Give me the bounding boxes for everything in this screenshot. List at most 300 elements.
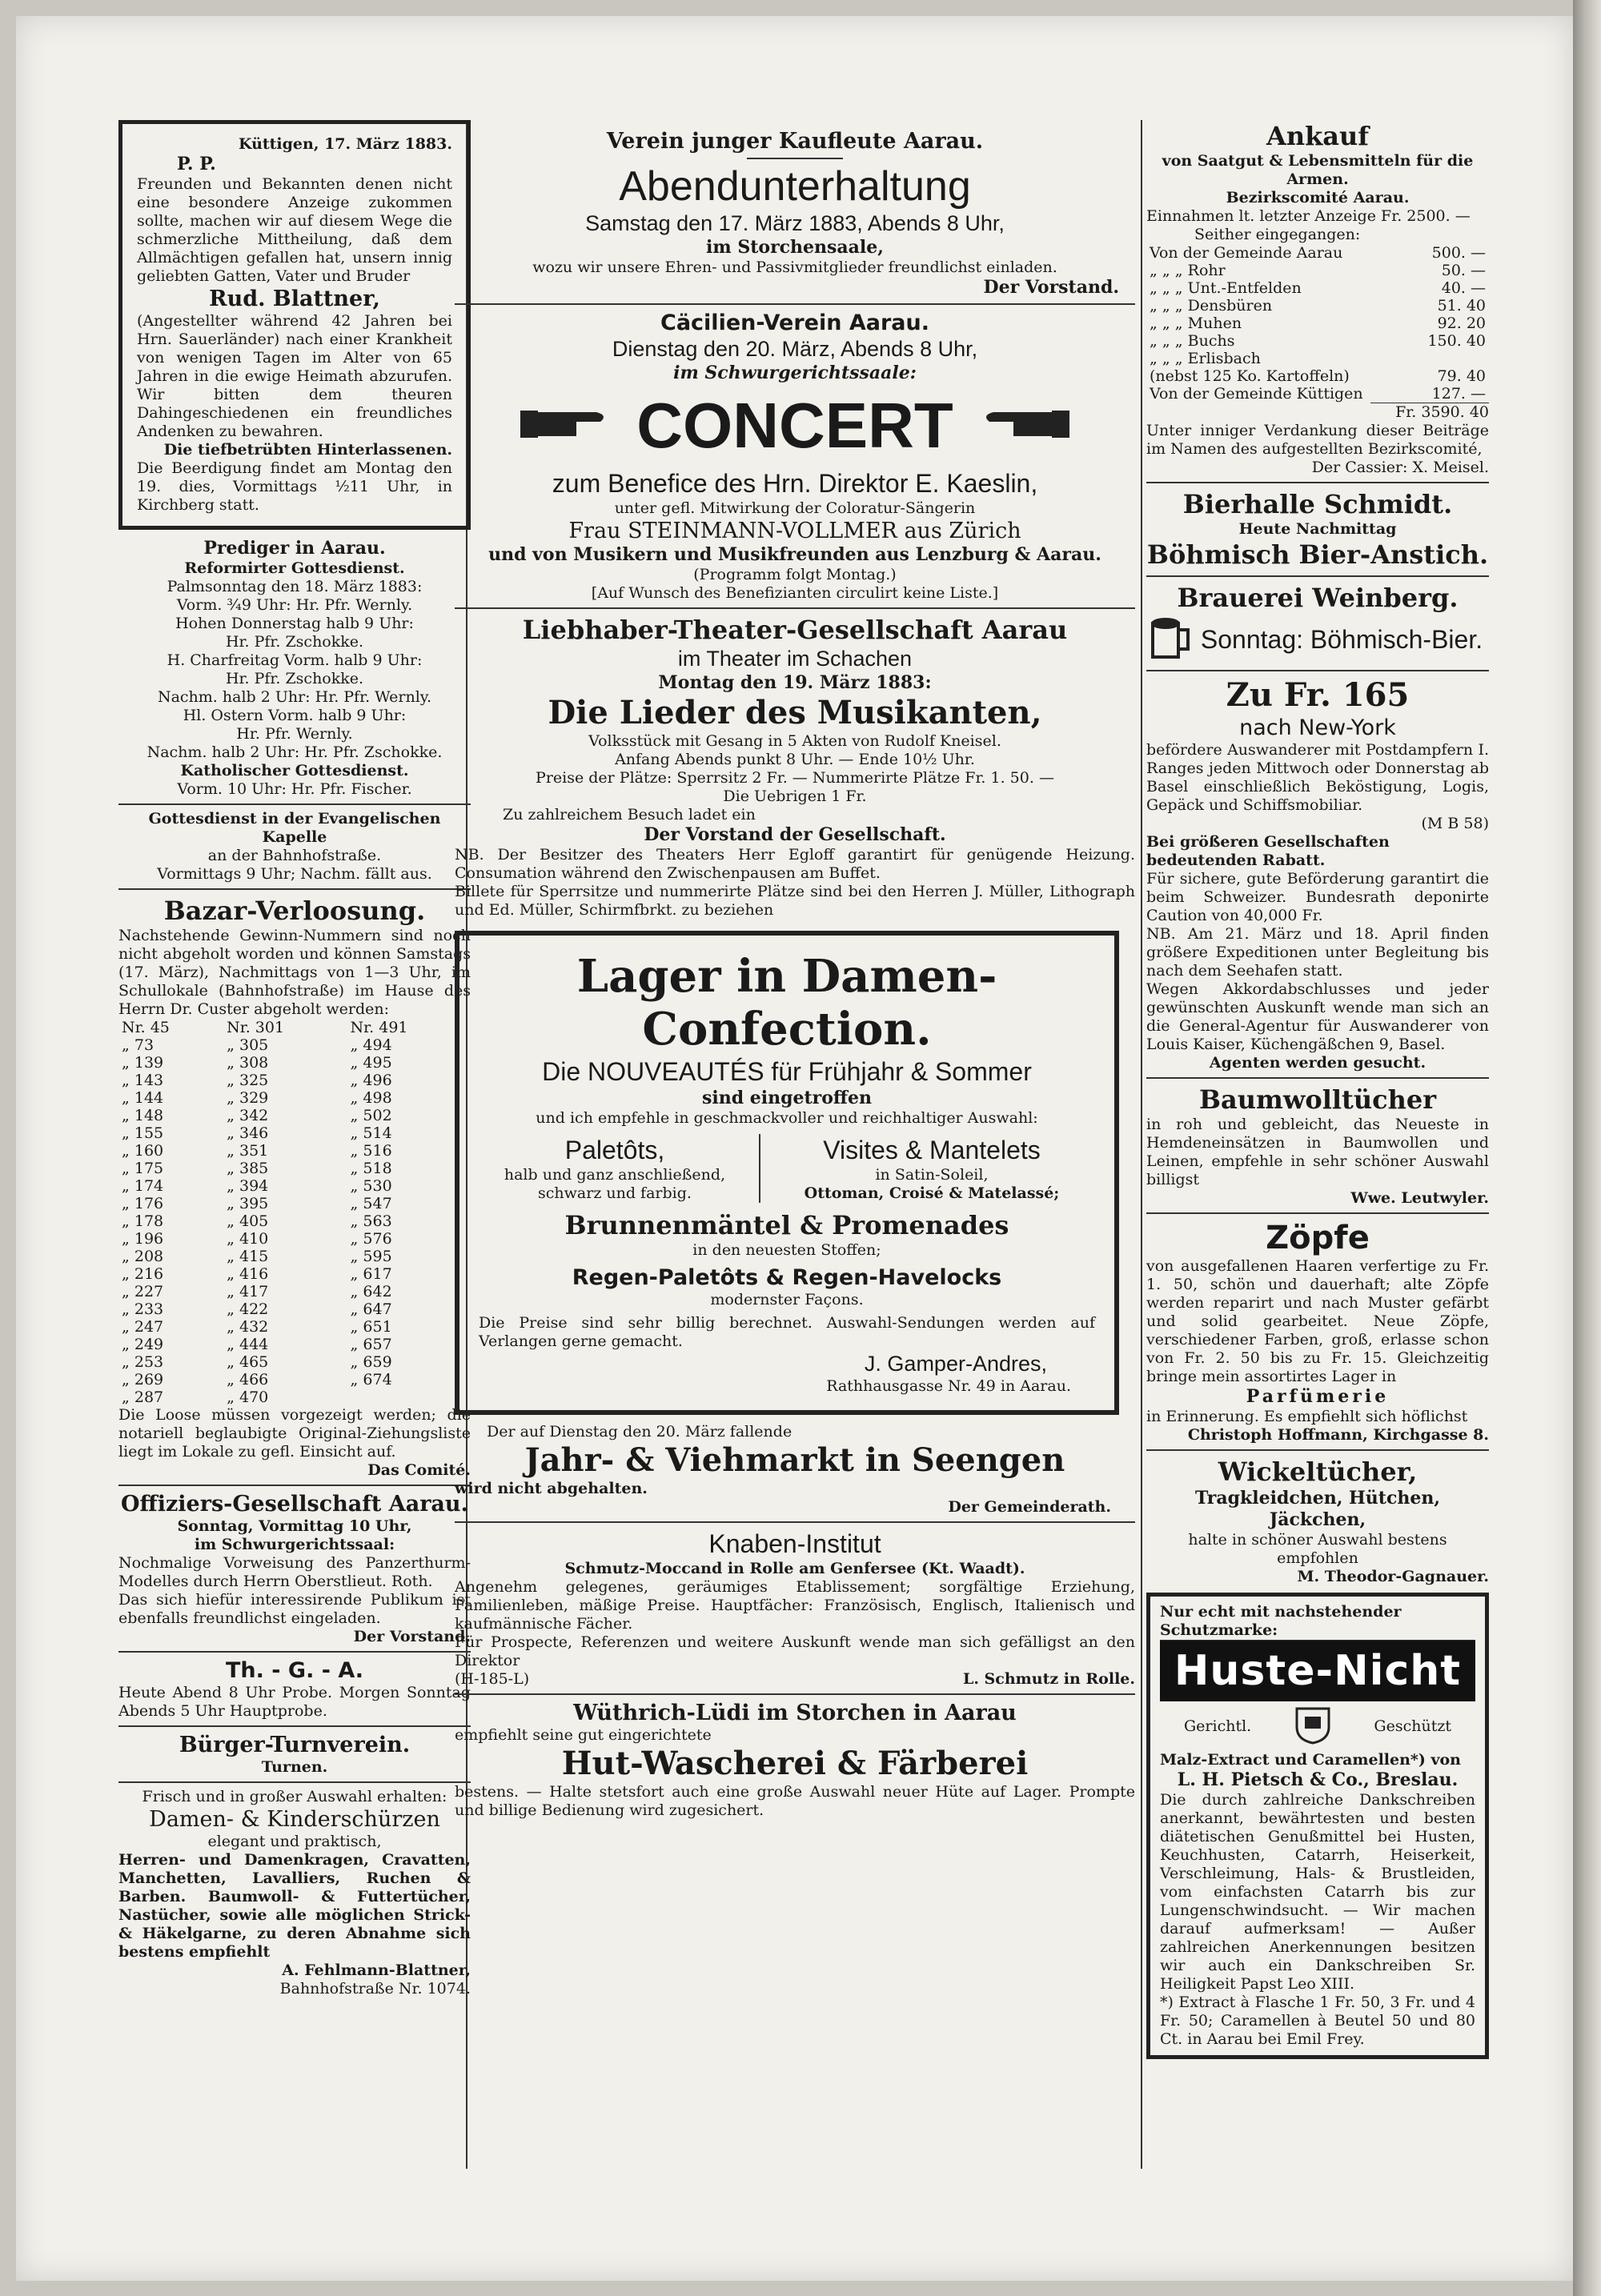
- table-cell: „ 247: [122, 1318, 164, 1336]
- table-cell: „ 651: [350, 1318, 392, 1336]
- bierhalle-ad: [1146, 488, 1489, 571]
- cotton-ad: [1146, 1084, 1489, 1208]
- chapel-time: Vormittags 9 Uhr; Nachm. fällt aus.: [157, 865, 432, 883]
- signature: Der Vorstand.: [983, 277, 1119, 298]
- pp: P. P.: [177, 154, 216, 174]
- table-cell: „ 196: [122, 1230, 164, 1248]
- title: Zu Fr. 165: [1226, 676, 1410, 714]
- divider: [455, 1521, 1135, 1523]
- text: halte in schöner Auswahl bestens empfohlen: [1188, 1531, 1447, 1567]
- table-cell: 127. —: [1431, 385, 1486, 403]
- table-cell: „ 175: [122, 1160, 164, 1177]
- tm-left: Gerichtl.: [1184, 1717, 1252, 1735]
- offer-text: Ottoman, Croisé & Matelassé;: [804, 1184, 1060, 1202]
- table-row: [118, 1318, 471, 1336]
- confection-ad: [455, 931, 1119, 1415]
- program: (Programm folgt Montag.): [693, 566, 897, 583]
- table-cell: Nr. 301: [227, 1019, 285, 1036]
- table-cell: „ 144: [122, 1089, 164, 1107]
- table-row: [118, 1177, 471, 1195]
- table-cell: „ 287: [122, 1388, 164, 1406]
- table-row: [118, 1054, 471, 1072]
- table-cell: [1411, 350, 1489, 367]
- verein-ad: [455, 128, 1135, 299]
- table-cell: „ 249: [122, 1336, 164, 1353]
- table-cell: „ „ „ Buchs: [1150, 332, 1235, 350]
- text: Heute Abend 8 Uhr Probe. Morgen Sonntag Abends 5 Uhr Hauptprobe.: [118, 1684, 471, 1720]
- table-row: [118, 1336, 471, 1353]
- notice-text: Freunden und Bekannten denen nicht eine besondere Anzeige zukommen sollte, machen wir auf diesem Wege die schmerzliche Mittheilung, daß dem Allmächtigen gefallen hat, unsern innig geliebten Gatten, Vater und Bruder: [137, 175, 452, 285]
- text-3: Wegen Akkordabschlusses und jeder gewünschten Auskunft wende man sich an die General-Agentur für Auswanderer von Louis Kaiser, Küchengäßchen 9, Basel.: [1146, 980, 1489, 1053]
- table-row: [1146, 315, 1489, 332]
- right-column: [1146, 120, 1489, 2059]
- text-2: Für sichere, gute Beförderung garantirt die beim Schweizer. Bundesrath deponirte Caution von 40,000 Fr.: [1146, 870, 1489, 924]
- subtitle: Katholischer Gottesdienst.: [180, 762, 409, 779]
- subtitle: Reformirter Gottesdienst.: [184, 559, 405, 577]
- divider: [118, 1651, 471, 1653]
- table-row: [118, 1265, 471, 1283]
- table-row: [118, 1248, 471, 1265]
- table-cell: „ 405: [227, 1212, 269, 1230]
- row: [1146, 614, 1489, 665]
- table-cell: „ 494: [350, 1036, 392, 1054]
- table-cell: „ 178: [122, 1212, 164, 1230]
- text: Malz-Extract und Caramellen*) von: [1160, 1751, 1461, 1769]
- table-row: [1146, 297, 1489, 315]
- nb: NB. Der Besitzer des Theaters Herr Egloff garantirt für genügende Heizung. Consumation während den Zwischenpausen am Buffet.: [455, 846, 1135, 882]
- hat-ad: [455, 1700, 1135, 1820]
- note: [Auf Wunsch des Benefizianten circulirt keine Liste.]: [591, 584, 999, 602]
- table-row: [118, 1388, 471, 1406]
- date: Montag den 19. März 1883:: [658, 672, 932, 693]
- offer-title: Visites & Mantelets: [823, 1136, 1041, 1164]
- intro: Frisch und in großer Auswahl erhalten:: [142, 1788, 447, 1805]
- theater-ad: [455, 614, 1135, 920]
- text: Nachstehende Gewinn-Nummern sind noch nicht abgeholt worden und können Samstags (17. März), Nachmittags von 1—3 Uhr, im Schullokale (Bahnhofstraße) im Hause des Herrn Dr. Custer abgeholt werden:: [118, 927, 471, 1018]
- turn-notice: [118, 1732, 471, 1777]
- divider: [1146, 482, 1489, 483]
- table-cell: „ 416: [227, 1265, 269, 1283]
- table-cell: „ 216: [122, 1265, 164, 1283]
- title: Lager in Damen-Confection.: [576, 950, 997, 1056]
- with: unter gefl. Mitwirkung der Coloratur-Sängerin: [614, 499, 976, 517]
- offer-text: in Satin-Soleil,: [875, 1166, 989, 1184]
- table-cell: „ 422: [227, 1300, 269, 1318]
- text-2: in Erinnerung. Es empfiehlt sich höflichst: [1146, 1408, 1468, 1425]
- line: Hr. Pfr. Zschokke.: [225, 633, 364, 651]
- table-row: [118, 1371, 471, 1388]
- intro: und ich empfehle in geschmackvoller und reichhaltiger Auswahl:: [536, 1109, 1038, 1127]
- table-cell: „ 595: [350, 1248, 392, 1265]
- headline: CONCERT: [636, 390, 953, 461]
- prices-2: Die Uebrigen 1 Fr.: [723, 787, 867, 805]
- table-cell: „ 394: [227, 1177, 269, 1195]
- divider: [1146, 1077, 1489, 1079]
- table-cell: „ 674: [350, 1371, 392, 1388]
- line: H. Charfreitag Vorm. halb 9 Uhr:: [167, 651, 423, 669]
- line: Seither eingegangen:: [1194, 226, 1361, 243]
- aprons-ad: [118, 1788, 471, 1998]
- funeral-text: Die Beerdigung findet am Montag den 19. dies, Vormittags ½11 Uhr, in Kirchberg statt.: [137, 459, 452, 514]
- line: Palmsonntag den 18. März 1883:: [167, 578, 423, 595]
- table-cell: „ 415: [227, 1248, 269, 1265]
- invite: Zu zahlreichem Besuch ladet ein: [503, 806, 756, 823]
- number-table: [118, 1019, 471, 1406]
- table-cell: Nr. 491: [350, 1019, 408, 1036]
- table-row: [118, 1107, 471, 1124]
- table-cell: „ 346: [227, 1124, 269, 1142]
- table-row: [118, 1089, 471, 1107]
- footnote: *) Extract à Flasche 1 Fr. 50, 3 Fr. und 4 Fr. 50; Caramellen à Beutel 50 und 80 Ct. in Aarau bei Emil Frey.: [1160, 1993, 1475, 2048]
- table-cell: 51. 40: [1437, 297, 1486, 315]
- table-row: [118, 1072, 471, 1089]
- market-notice: [455, 1423, 1135, 1517]
- headline-row: [455, 391, 1135, 461]
- line: Hr. Pfr. Zschokke.: [225, 670, 364, 687]
- divider: [747, 158, 843, 159]
- table-cell: 500. —: [1431, 244, 1486, 262]
- headline: Hut-Wascherei & Färberei: [561, 1745, 1029, 1782]
- signature: Der Gemeinderath.: [948, 1498, 1111, 1516]
- table-cell: Nr. 45: [122, 1019, 170, 1036]
- table-cell: „ 659: [350, 1353, 392, 1371]
- death-notice: [118, 120, 471, 530]
- time: Anfang Abends punkt 8 Uhr. — Ende 10½ Uhr.: [615, 751, 975, 768]
- deceased-name: Rud. Blattner,: [209, 286, 380, 311]
- table-cell: „ 518: [350, 1160, 392, 1177]
- table-cell: [347, 1388, 471, 1406]
- title: Zöpfe: [1266, 1220, 1370, 1256]
- address: Rathhausgasse Nr. 49 in Aarau.: [826, 1377, 1071, 1395]
- musicians: und von Musikern und Musikfreunden aus Lenzburg & Aarau.: [488, 544, 1101, 565]
- middle-column: [455, 120, 1135, 1820]
- text: Herren- und Damenkragen, Cravatten, Manchetten, Lavalliers, Ruchen & Barben. Baumwoll- & Futtertücher, Nastücher, sowie alle möglichen Strick- & Häkelgarne, zu deren Abnahme sich bestens empfiehlt: [118, 1851, 471, 1961]
- table-cell: „ 617: [350, 1265, 392, 1283]
- title: Baumwolltücher: [1198, 1084, 1437, 1115]
- table-row: [118, 1353, 471, 1371]
- table-cell: „ „ „ Unt.-Entfelden: [1150, 279, 1302, 297]
- braids-ad: [1146, 1219, 1489, 1445]
- line: Vorm. ¾9 Uhr: Hr. Pfr. Wernly.: [176, 596, 413, 614]
- table-cell: „ 269: [122, 1371, 164, 1388]
- signature: L. Schmutz in Rolle.: [962, 1670, 1135, 1688]
- table-cell: „ 642: [350, 1283, 392, 1300]
- offer-title: Regen-Paletôts & Regen-Havelocks: [572, 1265, 1002, 1290]
- total: Fr. 3590. 40: [1370, 403, 1489, 422]
- text: bestens. — Halte stetsfort auch eine große Auswahl neuer Hüte auf Lager. Prompte und billige Bedienung wird zugesichert.: [455, 1783, 1135, 1819]
- table-cell: „ 417: [227, 1283, 269, 1300]
- concert-ad: [455, 310, 1135, 603]
- date: Samstag den 17. März 1883, Abends 8 Uhr,: [585, 211, 1005, 235]
- offer-text: in den neuesten Stoffen;: [692, 1241, 881, 1259]
- text-2: Für Prospecte, Referenzen und weitere Auskunft wende man sich gefälligst an den Direktor: [455, 1633, 1135, 1669]
- donation-table: [1146, 244, 1489, 403]
- divider: [118, 888, 471, 890]
- signature: Die tiefbetrübten Hinterlassenen.: [163, 441, 452, 459]
- perfumery: Parfümerie: [1246, 1386, 1390, 1407]
- bazar-notice: [118, 895, 471, 1480]
- table-cell: „ 143: [122, 1072, 164, 1089]
- divider: [455, 607, 1135, 609]
- desc: Volksstück mit Gesang in 5 Akten von Rudolf Kneisel.: [588, 732, 1001, 750]
- label: Nur echt mit nachstehender Schutzmarke:: [1160, 1603, 1475, 1641]
- newyork-ad: [1146, 676, 1489, 1072]
- table-row: [118, 1142, 471, 1160]
- line: Hohen Donnerstag halb 9 Uhr:: [175, 615, 414, 632]
- column-rule: [1141, 120, 1142, 2169]
- line: Nachm. halb 2 Uhr: Hr. Pfr. Zschokke.: [146, 743, 443, 761]
- subtitle: Tragkleidchen, Hütchen, Jäckchen,: [1194, 1488, 1441, 1530]
- table-cell: Von der Gemeinde Küttigen: [1150, 385, 1363, 403]
- institute-ad: [455, 1528, 1135, 1689]
- line: Einnahmen lt. letzter Anzeige Fr. 2500. —: [1146, 207, 1471, 225]
- signature: Der Vorstand der Gesellschaft.: [644, 824, 946, 845]
- table-cell: „ 308: [227, 1054, 269, 1072]
- line: Hr. Pfr. Wernly.: [236, 725, 353, 743]
- table-cell: „ 329: [227, 1089, 269, 1107]
- title: Wickeltücher,: [1218, 1457, 1418, 1487]
- title: Brauerei Weinberg.: [1177, 583, 1459, 613]
- table-row: [1146, 279, 1489, 297]
- tga-notice: [118, 1657, 471, 1721]
- table-cell: „ 325: [227, 1072, 269, 1089]
- title: Cäcilien-Verein Aarau.: [660, 311, 929, 335]
- tm-right: Geschützt: [1374, 1717, 1451, 1735]
- post: wird nicht abgehalten.: [455, 1480, 648, 1497]
- signature: Wwe. Leutwyler.: [1350, 1189, 1489, 1207]
- title: Damen- & Kinderschürzen: [149, 1807, 440, 1832]
- table-row: [118, 1036, 471, 1054]
- offer-title: Brunnenmäntel & Promenades: [564, 1210, 1009, 1240]
- signature: M. Theodor-Gagnauer.: [1297, 1568, 1489, 1585]
- left-offer: [479, 1134, 760, 1203]
- place: im Schwurgerichtssaale:: [673, 363, 917, 383]
- subtitle: Heute Nachmittag: [1238, 520, 1397, 538]
- subtitle: elegant und praktisch,: [207, 1833, 382, 1850]
- headline: Böhmisch Bier-Anstich.: [1146, 539, 1489, 570]
- table-row: [1146, 385, 1489, 403]
- table-cell: „ 466: [227, 1371, 269, 1388]
- table-row: [118, 1019, 471, 1036]
- code: (H-185-L): [455, 1670, 530, 1688]
- table-cell: „ 73: [122, 1036, 154, 1054]
- table-cell: Von der Gemeinde Aarau: [1150, 244, 1343, 262]
- text: Das sich hiefür interessirende Publikum ist ebenfalls freundlichst eingeladen.: [118, 1591, 471, 1627]
- divider: [118, 803, 471, 805]
- bold-text: Bei größeren Gesellschaften bedeutenden Rabatt.: [1146, 833, 1390, 869]
- prices: Die Preise sind sehr billig berechnet. Auswahl-Sendungen werden auf Verlangen gerne gemacht.: [479, 1314, 1095, 1350]
- signature: J. Gamper-Andres,: [864, 1352, 1047, 1376]
- huste-ad: [1146, 1593, 1489, 2059]
- text: in roh und gebleicht, das Neueste in Hemdeneinsätzen in Baumwollen und Leinen, empfehle in sehr schöner Auswahl billigst: [1146, 1116, 1489, 1188]
- page-edge: [1573, 0, 1601, 2296]
- table-cell: „ 410: [227, 1230, 269, 1248]
- line: Vorm. 10 Uhr: Hr. Pfr. Fischer.: [177, 780, 412, 798]
- table-cell: (nebst 125 Ko. Kartoffeln): [1150, 367, 1350, 385]
- text: Angenehm gelegenes, geräumiges Etablissement; sorgfältige Erziehung, Familienleben, mäßige Preise. Hauptfächer: Französisch, Englisch, Italienisch und kaufmännische Fächer.: [455, 1578, 1135, 1633]
- signature: Der Cassier: X. Meisel.: [1311, 459, 1489, 476]
- title: Bazar-Verloosung.: [163, 896, 426, 926]
- table-row: [1146, 350, 1489, 367]
- right-offer: [760, 1134, 1095, 1203]
- table-cell: 50. —: [1441, 262, 1486, 279]
- table-cell: „ 233: [122, 1300, 164, 1318]
- line: im Schwurgerichtssaal:: [194, 1536, 395, 1553]
- table-row: [1146, 367, 1489, 385]
- invite: wozu wir unsere Ehren- und Passivmitglieder freundlichst einladen.: [532, 258, 1057, 276]
- table-cell: „ 470: [227, 1388, 269, 1406]
- prices: Preise der Plätze: Sperrsitz 2 Fr. — Nummerirte Plätze Fr. 1. 50. —: [536, 769, 1054, 787]
- table-cell: „ 495: [350, 1054, 392, 1072]
- table-cell: „ 530: [350, 1177, 392, 1195]
- event: Abendunterhaltung: [619, 163, 971, 210]
- table-cell: „ „ „ Rohr: [1150, 262, 1226, 279]
- line: Hl. Ostern Vorm. halb 9 Uhr:: [183, 707, 407, 724]
- table-row: [1146, 332, 1489, 350]
- ankauf-notice: [1146, 120, 1489, 477]
- benefit: zum Benefice des Hrn. Direktor E. Kaeslin,: [552, 469, 1038, 498]
- table-cell: „ 174: [122, 1177, 164, 1195]
- preachers-notice: [118, 538, 471, 884]
- title: Offiziers-Gesellschaft Aarau.: [121, 1492, 468, 1517]
- table-cell: „ 547: [350, 1195, 392, 1212]
- table-row: [1146, 244, 1489, 262]
- subtitle-2: sind eingetroffen: [702, 1088, 872, 1108]
- table-row: [118, 1283, 471, 1300]
- table-cell: „ 647: [350, 1300, 392, 1318]
- beer-mug-icon: [1146, 614, 1194, 665]
- table-cell: 92. 20: [1437, 315, 1486, 332]
- table-cell: 79. 40: [1437, 367, 1486, 385]
- coat-of-arms-icon: [1289, 1705, 1337, 1748]
- divider: [455, 1693, 1135, 1695]
- text: Sonntag: Böhmisch-Bier.: [1200, 625, 1483, 654]
- table-cell: „ 176: [122, 1195, 164, 1212]
- table-cell: „ 253: [122, 1353, 164, 1371]
- title: Verein junger Kaufleute Aarau.: [606, 129, 984, 154]
- code: (M B 58): [1421, 815, 1489, 832]
- table-cell: „ 160: [122, 1142, 164, 1160]
- chapel-place: an der Bahnhofstraße.: [207, 847, 382, 864]
- dateline: Küttigen, 17. März 1883.: [238, 135, 452, 153]
- table-cell: „ 444: [227, 1336, 269, 1353]
- divider: [1146, 670, 1489, 671]
- line: Nachm. halb 2 Uhr: Hr. Pfr. Wernly.: [157, 688, 432, 706]
- offer-title: Paletôts,: [564, 1136, 665, 1164]
- table-cell: 40. —: [1441, 279, 1486, 297]
- table-cell: „ „ „ Erlisbach: [1150, 350, 1261, 367]
- footer: [455, 1670, 1135, 1689]
- place: Schmutz-Moccand in Rolle am Genfersee (Kt. Waadt).: [564, 1560, 1025, 1577]
- table-cell: „ 342: [227, 1107, 269, 1124]
- address: Bahnhofstraße Nr. 1074.: [279, 1980, 471, 1997]
- thanks: Unter inniger Verdankung dieser Beiträge im Namen des aufgestellten Bezirkscomité,: [1146, 422, 1489, 458]
- divider: [1146, 1449, 1489, 1451]
- pre: Der auf Dienstag den 20. März fallende: [487, 1423, 792, 1441]
- text: Nochmalige Vorweisung des Panzerthurm-Modelles durch Herrn Oberstlieut. Roth.: [118, 1554, 471, 1590]
- table-cell: „ 563: [350, 1212, 392, 1230]
- title: Prediger in Aarau.: [203, 538, 386, 559]
- text: befördere Auswanderer mit Postdampfern I. Ranges jeden Mittwoch oder Donnerstag ab Basel einschließlich Beköstigung, Logis, Gepäck und Schiffsmobiliar.: [1146, 741, 1489, 814]
- title: Th. - G. - A.: [226, 1658, 363, 1683]
- table-row: [118, 1300, 471, 1318]
- subtitle: empfiehlt seine gut eingerichtete: [455, 1726, 712, 1744]
- text: von ausgefallenen Haaren verfertige zu Fr. 1. 50, schön und dauerhaft; alte Zöpfe werden reparirt und nach Muster gefärbt und solid gearbeitet. Neue Zöpfe, verschiedener Farben, groß, erlasse schon von Fr. 2. 50 bis zu Fr. 15. Gleichzeitig bringe mein assortirtes Lager in: [1146, 1257, 1489, 1385]
- singer: Frau STEINMANN-VOLLMER aus Zürich: [568, 519, 1021, 543]
- trademark: [1160, 1701, 1475, 1751]
- agents: Agenten werden gesucht.: [1209, 1054, 1426, 1072]
- wickel-ad: [1146, 1456, 1489, 1586]
- place: im Theater im Schachen: [677, 647, 913, 671]
- table-row: [1146, 262, 1489, 279]
- title: Jahr- & Viehmarkt in Seengen: [524, 1441, 1065, 1479]
- offer-row: [479, 1134, 1095, 1203]
- table-cell: „ 395: [227, 1195, 269, 1212]
- tickets: Billete für Sperrsitze und nummerirte Plätze sind bei den Herren J. Müller, Lithograph und Ed. Müller, Schirmfbrkt. zu beziehen: [455, 883, 1135, 919]
- table-cell: „ 385: [227, 1160, 269, 1177]
- table-cell: „ 148: [122, 1107, 164, 1124]
- table-cell: „ 516: [350, 1142, 392, 1160]
- table-row: [118, 1230, 471, 1248]
- table-cell: „ 514: [350, 1124, 392, 1142]
- org: Bezirkscomité Aarau.: [1226, 189, 1410, 206]
- pointing-hand-left-icon: [973, 404, 1069, 447]
- title: Liebhaber-Theater-Gesellschaft Aarau: [522, 615, 1068, 645]
- signature: Das Comité.: [367, 1461, 471, 1479]
- title: Bierhalle Schmidt.: [1182, 489, 1453, 519]
- pointing-hand-right-icon: [520, 404, 616, 447]
- table-cell: „ 502: [350, 1107, 392, 1124]
- divider: [1146, 1212, 1489, 1214]
- signature: Der Vorstand.: [353, 1628, 471, 1645]
- title: Wüthrich-Lüdi im Storchen in Aarau: [573, 1701, 1017, 1725]
- table-cell: „ 465: [227, 1353, 269, 1371]
- table-cell: „ 208: [122, 1248, 164, 1265]
- table-cell: „ „ „ Muhen: [1150, 315, 1242, 332]
- table-cell: „ 576: [350, 1230, 392, 1248]
- table-row: [118, 1212, 471, 1230]
- table-row: [118, 1124, 471, 1142]
- weinberg-ad: [1146, 582, 1489, 665]
- table-cell: „ 155: [122, 1124, 164, 1142]
- offer-text: modernster Façons.: [710, 1291, 864, 1308]
- title: Knaben-Institut: [708, 1529, 881, 1558]
- left-column: [118, 120, 471, 1998]
- title: Bürger-Turnverein.: [179, 1733, 411, 1757]
- divider: [118, 1781, 471, 1783]
- body: Die durch zahlreiche Dankschreiben anerkannt, bewährtesten und besten diätetischen Genußmittel bei Husten, Keuchhusten, Catarrh, Heiserkeit, Verschleimung, Hals- & Brustleiden, vom einfachsten Catarrh bis zur Lungenschwindsucht. — Wir machen darauf aufmerksam! — Außer zahlreichen Anerkennungen besitzen wir auch ein Dankschreiben Sr. Heiligkeit Papst Leo XIII.: [1160, 1791, 1475, 1993]
- table-row: [118, 1160, 471, 1177]
- divider: [118, 1485, 471, 1486]
- title: Ankauf: [1266, 121, 1370, 151]
- foot: Die Loose müssen vorgezeigt werden; die notariell beglaubigte Original-Ziehungsliste liegt im Lokale zu gefl. Einsicht auf.: [118, 1406, 471, 1461]
- play: Die Lieder des Musikanten,: [548, 694, 1042, 731]
- subtitle: nach New-York: [1239, 715, 1396, 740]
- date: Dienstag den 20. März, Abends 8 Uhr,: [612, 337, 978, 361]
- table-cell: „ 432: [227, 1318, 269, 1336]
- table-cell: „ „ „ Densbüren: [1150, 297, 1273, 315]
- table-cell: „ 305: [227, 1036, 269, 1054]
- divider: [455, 303, 1135, 305]
- divider: [118, 1725, 471, 1727]
- place: im Storchensaale,: [706, 237, 884, 258]
- brand: Huste-Nicht: [1160, 1641, 1475, 1701]
- chapel-title: Gottesdienst in der Evangelischen Kapelle: [148, 810, 441, 846]
- offer-text: halb und ganz anschließend, schwarz und farbig.: [504, 1166, 726, 1202]
- subtitle: Die NOUVEAUTÉS für Frühjahr & Sommer: [542, 1057, 1032, 1086]
- table-cell: „ 351: [227, 1142, 269, 1160]
- nb: NB. Am 21. März und 18. April finden größere Expeditionen unter Begleitung bis nach dem Seehafen statt.: [1146, 925, 1489, 980]
